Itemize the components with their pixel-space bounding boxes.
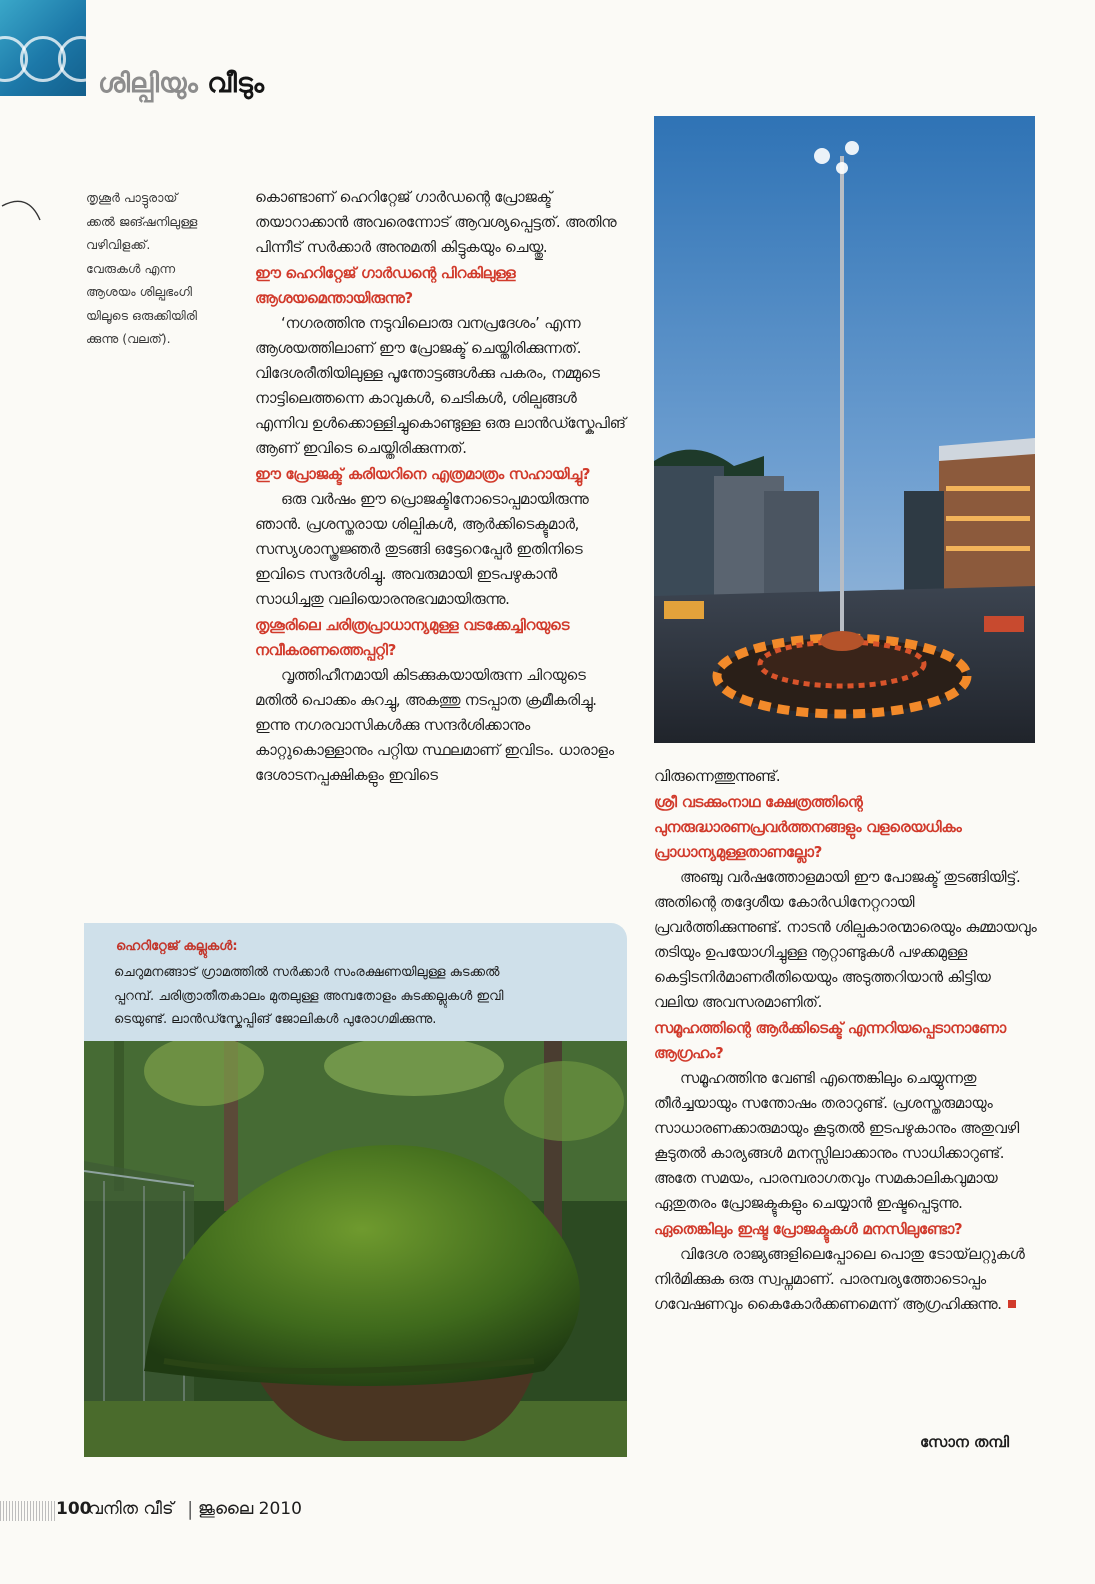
page-number: 100 xyxy=(56,1499,92,1519)
question-heading: ഏതെങ്കിലും ഇഷ്ട പ്രോജക്ടുകൾ മനസിലുണ്ടോ? xyxy=(654,1221,963,1238)
infobox-line: പ്പറമ്പ്. ചരിത്രാതീതകാലം മുതലുള്ള അമ്പതോളം കുടക്കല്ലുകൾ ഇവി xyxy=(114,988,504,1004)
question-heading: ശ്രീ വടക്കുംനാഥ ക്ഷേത്രത്തിന്റെ പുനരുദ്ധാരണപ്രവർത്തനങ്ങളും വളരെയധികം പ്രാധാന്യമുള്ളതാണല്ലോ? xyxy=(654,794,962,861)
moss-stone-illustration xyxy=(84,1041,627,1457)
article-column-1 xyxy=(255,185,627,788)
paragraph: കൊണ്ടാണ് ഹെറിറ്റേജ് ഗാർഡന്റെ പ്രോജക്ട് തയാറാക്കാൻ അവരെന്നോട് ആവശ്യപ്പെട്ടത്. അതിനു പിന്നീട് സർക്കാർ അനുമതി കിട്ടുകയും ചെയ്തു. xyxy=(255,189,617,256)
title-part-1: ശില്പിയും xyxy=(98,68,198,99)
question-heading: ഈ പ്രോജക്ട് കരിയറിനെ എത്രമാത്രം സഹായിച്ചു? xyxy=(255,466,591,483)
caption-line: വേരുകൾ എന്ന xyxy=(86,260,176,276)
paragraph: സമൂഹത്തിനു വേണ്ടി എന്തെങ്കിലും ചെയ്യുന്നതു തീർച്ചയായും സന്തോഷം തരാറുണ്ട്. പ്രശസ്തരുമായും സാധാരണക്കാരുമായും കൂടുതൽ ഇടപഴുകാനും അതുവഴി കൂടുതൽ കാര്യങ്ങൾ മനസ്സിലാക്കാനും സാധിക്കാറുണ്ട്. അതേ സമയം, പാരമ്പരാഗതവും സമകാലികവുമായ ഏതുതരം പ്രോജക്ടുകളും ചെയ്യാൻ ഇഷ്ടപ്പെടുന്നു. xyxy=(654,1070,1019,1212)
issue-date: ജൂലൈ 2010 xyxy=(198,1499,302,1519)
question-heading: തൃശൂരിലെ ചരിത്രപ്രാധാന്യമുള്ള വടക്കേച്ചിറയുടെ നവീകരണത്തെപ്പറ്റി? xyxy=(255,617,570,659)
paragraph: ഒരു വർഷം ഈ പ്രൊജക്ടിനോടൊപ്പമായിരുന്നു ഞാൻ. പ്രശസ്തരായ ശില്പികൾ, ആർക്കിടെക്ടുമാർ, സസ്യശാസ്ത്രജ്ഞർ തുടങ്ങി ഒട്ടേറെപ്പേർ ഇതിനിടെ ഇവിടെ സന്ദർശിച്ചു. അവരുമായി ഇടപഴുകാൻ സാധിച്ചതു വലിയൊരനുഭവമായിരുന്നു. xyxy=(255,491,589,608)
caption-pointer-curve xyxy=(0,190,50,230)
moss-stone-photo xyxy=(84,1041,627,1457)
page-title xyxy=(98,68,264,100)
infobox-line: ചെറുമനങ്ങാട് ഗ്രാമത്തിൽ സർക്കാർ സംരക്ഷണയിലുള്ള കുടക്കൽ xyxy=(114,965,500,980)
page-footer xyxy=(0,1497,360,1527)
end-mark-icon xyxy=(1008,1300,1016,1308)
infobox-line: ടെയുണ്ട്. ലാൻഡ്സ്കേപ്പിങ് ജോലികൾ പുരോഗമിക്കുന്നു. xyxy=(114,1012,437,1027)
question-heading: ഈ ഹെറിറ്റേജ് ഗാർഡന്റെ പിറകിലുള്ള ആശയമെന്തായിരുന്നു? xyxy=(255,265,516,307)
roundabout-photo xyxy=(654,116,1035,743)
caption-line: യിലൂടെ ഒരുക്കിയിരി xyxy=(86,307,197,323)
photo-caption xyxy=(86,186,236,351)
caption-line: വഴിവിളക്ക്. xyxy=(86,237,151,252)
question-heading: സമൂഹത്തിന്റെ ആർക്കിടെക്ട് എന്നറിയപ്പെടാനാണോ ആഗ്രഹം? xyxy=(654,1020,1006,1062)
footer-stripes xyxy=(0,1501,56,1521)
caption-line: ആശയം ശില്പഭംഗി xyxy=(86,284,193,299)
section-badge xyxy=(0,0,86,96)
paragraph: അഞ്ചു വർഷത്തോളമായി ഈ പോജക്ട് തുടങ്ങിയിട്ട്. അതിന്റെ തദ്ദേശീയ കോർഡിനേറ്ററായി പ്രവർത്തിക്കുന്നുണ്ട്. നാടൻ ശില്പകാരന്മാരെയും കുമ്മായവും തടിയും ഉപയോഗിച്ചുള്ള നൂറ്റാണ്ടുകൾ പഴക്കമുള്ള കെട്ടിടനിർമാണരീതിയെയും അടുത്തറിയാൻ കിട്ടിയ വലിയ അവസരമാണിത്. xyxy=(654,869,1037,1011)
caption-line: ക്കൽ ജങ്ഷനിലുള്ള xyxy=(86,213,198,229)
caption-line: തൃശൂർ പാട്ടുരായ് xyxy=(86,190,178,205)
infobox-body xyxy=(114,961,614,1032)
article-column-2 xyxy=(654,764,1038,1317)
caption-line: ക്കുന്നു (വലത്). xyxy=(86,331,171,346)
paragraph xyxy=(654,1242,1038,1317)
footer-separator: | xyxy=(187,1498,194,1520)
paragraph: വിരുന്നെത്തുന്നുണ്ട്. xyxy=(654,768,781,785)
roundabout-illustration xyxy=(654,116,1035,743)
paragraph-text: വിദേശ രാജ്യങ്ങളിലെപ്പോലെ പൊതു ടോയ്‌ലറ്റുകൾ നിർമിക്കുക ഒരു സ്വപ്നമാണ്. പാരമ്പര്യത്തോടൊപ്പം ഗവേഷണവും കൈകോർക്കണമെന്ന് ആഗ്രഹിക്കുന്നു. xyxy=(654,1246,1025,1313)
paragraph: വൃത്തിഹീനമായി കിടക്കുകയായിരുന്ന ചിറയുടെ മതിൽ പൊക്കം കുറച്ചു, അകത്തു നടപ്പാത ക്രമീകരിച്ചു. ഇന്നു നഗരവാസികൾക്കു സന്ദർശിക്കാനും കാറ്റുകൊള്ളാനും പറ്റിയ സ്ഥലമാണ് ഇവിടം. ധാരാളം ദേശാടനപ്പക്ഷികളും ഇവിടെ xyxy=(255,667,614,784)
paragraph: ‘നഗരത്തിനു നടുവിലൊരു വനപ്രദേശം’ എന്ന ആശയത്തിലാണ് ഈ പ്രോജക്ട് ചെയ്തിരിക്കുന്നത്. വിദേശരീതിയിലുള്ള പൂന്തോട്ടങ്ങൾക്കു പകരം, നമ്മുടെ നാട്ടിലെത്തന്നെ കാവുകൾ, ചെടികൾ, ശില്പങ്ങൾ എന്നിവ ഉൾക്കൊള്ളിച്ചുകൊണ്ടുള്ള ഒരു ലാൻഡ്സ്കേപിങ് ആണ് ഇവിടെ ചെയ്തിരിക്കുന്നത്. xyxy=(255,315,626,457)
title-part-2: വീടും xyxy=(207,68,265,99)
heritage-stones-box xyxy=(84,923,627,1041)
magazine-name: വനിത വീട് xyxy=(88,1499,174,1519)
infobox-title: ഹെറിറ്റേജ് കല്ലുകൾ: xyxy=(116,939,238,954)
author-name: സോന തമ്പി xyxy=(920,1433,1010,1451)
